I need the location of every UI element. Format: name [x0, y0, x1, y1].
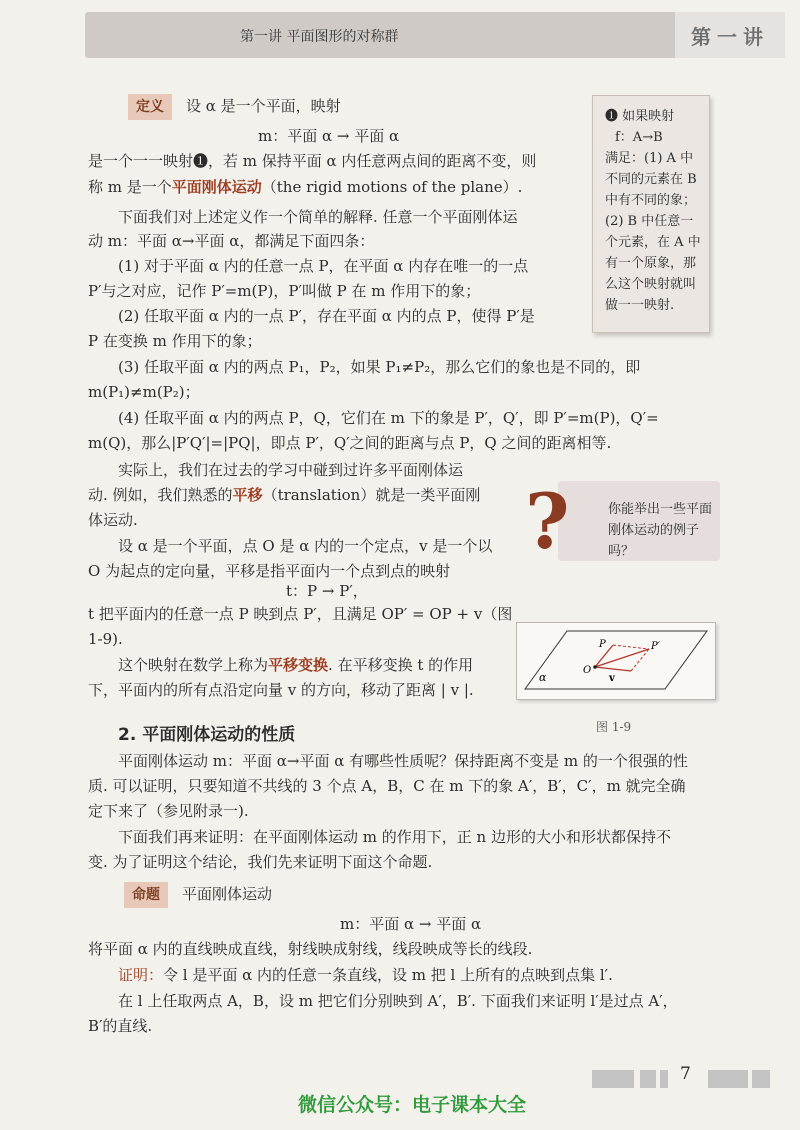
body-text: . 在平移变换 t 的作用: [328, 656, 474, 674]
body-text: 动. 例如，我们熟悉的: [88, 486, 233, 504]
label-p: P: [599, 639, 606, 650]
definition-intro: [128, 94, 341, 120]
body-line: m(Q)，那么|P′Q′|=|PQ|，即点 P′，Q′之间的距离与点 P，Q 之间的距离相等.: [88, 434, 612, 452]
point-o: [593, 665, 597, 669]
footer-bar: [660, 1070, 668, 1088]
dashed-translation: [613, 645, 649, 649]
figure-caption: 图 1-9: [596, 720, 632, 734]
body-line: (1) 对于平面 α 内的任意一点 P，在平面 α 内存在唯一的一点: [118, 257, 529, 275]
label-o: O: [583, 665, 592, 676]
page-header: [85, 12, 785, 58]
body-line: 实际上，我们在过去的学习中碰到过许多平面刚体运: [118, 461, 464, 479]
body-line: (4) 任取平面 α 内的两点 P，Q，它们在 m 下的象是 P′，Q′，即 P′=m(P)，Q′=: [118, 409, 659, 427]
vector-v: [595, 667, 631, 671]
body-line: O 为起点的定向量，平移是指平面内一个点到点的映射: [88, 562, 451, 580]
definition-line2-post: （the rigid motions of the plane）.: [261, 178, 523, 196]
body-line: m(P₁)≠m(P₂)；: [88, 383, 200, 401]
note-line: 不同的元素在 B: [605, 172, 697, 187]
body-line: [118, 654, 473, 676]
translation-formula: t：P → P′，: [286, 582, 368, 600]
body-line: (3) 任取平面 α 内的两点 P₁，P₂，如果 P₁≠P₂，那么它们的象也是不同的，即: [118, 358, 641, 376]
term-translation: 平移: [232, 486, 263, 504]
page-number: 7: [680, 1064, 691, 1084]
body-line: 1-9).: [88, 630, 123, 648]
question-text: [608, 499, 720, 562]
label-p-prime: P′: [651, 641, 660, 652]
definition-tag: 定义: [128, 94, 172, 120]
section-line: 变. 为了证明这个结论，我们先来证明下面这个命题.: [88, 853, 433, 871]
definition-formula: m：平面 α → 平面 α: [258, 127, 400, 145]
proof-line: B′的直线.: [88, 1017, 153, 1035]
proof-text: 令 l 是平面 α 内的任意一条直线，设 m 把 l 上所有的点映到点集 l′.: [163, 966, 613, 984]
proposition-line: 将平面 α 内的直线映成直线，射线映成射线，线段映成等长的线段.: [88, 940, 533, 958]
body-line: 下面我们对上述定义作一个简单的解释. 任意一个平面刚体运: [118, 208, 518, 226]
question-mark-icon: ?: [525, 477, 570, 566]
question-box: [558, 481, 720, 561]
proposition-formula: m：平面 α → 平面 α: [340, 915, 482, 933]
body-line: P′与之对应，记作 P′=m(P)，P′叫做 P 在 m 作用下的象；: [88, 282, 481, 300]
lecture-badge: 第一讲: [675, 12, 785, 58]
header-title: 第一讲 平面图形的对称群: [240, 29, 399, 45]
section-line: 下面我们再来证明：在平面刚体运动 m 的作用下，正 n 边形的大小和形状都保持不: [118, 828, 671, 846]
translation-diagram: [517, 623, 715, 699]
note-line: 做一一映射.: [605, 298, 675, 313]
footer-bar: [708, 1070, 748, 1088]
definition-line1: 是一个一一映射❶，若 m 保持平面 α 内任意两点间的距离不变，则: [88, 152, 537, 170]
question-line: 你能举出一些平面: [608, 502, 713, 517]
body-line: [88, 484, 480, 506]
footer-bar: [640, 1070, 656, 1088]
proof-label: 证明：: [118, 966, 164, 984]
body-text: （translation）就是一类平面刚: [262, 486, 481, 504]
section-heading: 2. 平面刚体运动的性质: [118, 725, 296, 745]
body-line: 设 α 是一个平面，点 O 是 α 内的一个定点，v 是一个以: [118, 537, 493, 555]
footer-bar: [752, 1070, 770, 1088]
note-line: (2) B 中任意一: [605, 214, 694, 229]
body-line: (2) 任取平面 α 内的一点 P′，存在平面 α 内的点 P，使得 P′是: [118, 307, 535, 325]
note-line: 满足：(1) A 中: [605, 151, 694, 166]
note-line: 么这个映射就叫: [605, 277, 697, 292]
note-line: f：A→B: [615, 130, 663, 145]
definition-line2: [88, 176, 522, 198]
figure-1-9: [516, 622, 716, 700]
proposition-text: 平面刚体运动: [182, 885, 273, 903]
label-alpha: α: [539, 671, 547, 684]
body-text: 这个映射在数学上称为: [118, 656, 269, 674]
note-line: 个元素，在 A 中: [605, 235, 701, 250]
definition-intro-text: 设 α 是一个平面，映射: [186, 97, 341, 115]
proof-line: 在 l 上任取两点 A，B，设 m 把它们分别映到 A′，B′. 下面我们来证明 l′是过点 A′，: [118, 992, 678, 1010]
term-rigid-motion: 平面刚体运动: [171, 178, 262, 196]
note-line: 有一个原象，那: [605, 256, 697, 271]
label-v: v: [609, 673, 615, 684]
body-line: 动 m：平面 α→平面 α，都满足下面四条：: [88, 232, 375, 250]
section-line: 定下来了（参见附录一).: [88, 802, 249, 820]
section-line: 平面刚体运动 m：平面 α→平面 α 有哪些性质呢？保持距离不变是 m 的一个很强的性: [118, 752, 688, 770]
margin-note: [592, 95, 710, 333]
term-translation-transform: 平移变换: [268, 656, 329, 674]
watermark: 微信公众号：电子课本大全: [298, 1094, 527, 1116]
definition-line2-pre: 称 m 是一个: [88, 178, 172, 196]
question-line: 刚体运动的例子吗？: [608, 523, 700, 559]
proposition-tag: 命题: [124, 882, 168, 908]
note-line: 中有不同的象；: [605, 193, 697, 208]
note-line: ❶ 如果映射: [605, 109, 675, 124]
section-line: 质. 可以证明，只要知道不共线的 3 个点 A，B，C 在 m 下的象 A′，B′，C′，m 就完全确: [88, 777, 686, 795]
body-line: P 在变换 m 作用下的象；: [88, 332, 262, 350]
body-line: 体运动.: [88, 511, 138, 529]
proposition-heading: [124, 882, 272, 908]
footer-bar: [592, 1070, 634, 1088]
body-line: 下，平面内的所有点沿定向量 v 的方向，移动了距离 | v |.: [88, 681, 474, 699]
body-line: t 把平面内的任意一点 P 映到点 P′，且满足 OP′ = OP + v（图: [88, 605, 513, 623]
proof-line: [118, 964, 613, 986]
